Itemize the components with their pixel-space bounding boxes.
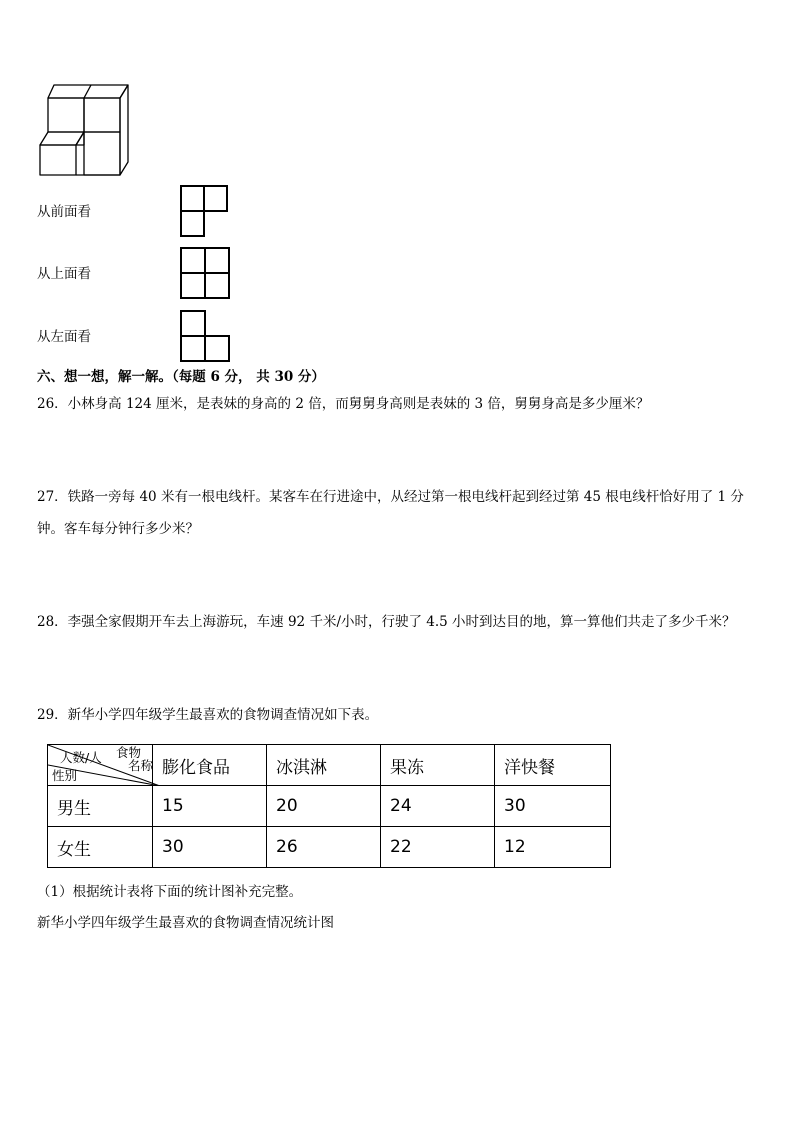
table-cell: 26	[267, 827, 381, 868]
sub-question-1: （1）根据统计表将下面的统计图补充完整。	[37, 884, 303, 900]
corner-label-gender: 性别	[52, 768, 78, 783]
problem-29: 29．新华小学四年级学生最喜欢的食物调查情况如下表。	[37, 707, 379, 723]
problem-27-line2: 钟。客车每分钟行多少米？	[37, 521, 199, 537]
table-corner-cell	[48, 745, 153, 786]
left-view-label: 从左面看	[37, 329, 91, 345]
corner-label-food: 食物	[116, 745, 142, 760]
table-cell: 30	[495, 786, 611, 827]
chart-title: 新华小学四年级学生最喜欢的食物调查情况统计图	[37, 915, 334, 931]
front-view-drawing	[179, 184, 231, 240]
table-header-row	[48, 745, 611, 786]
table-header-cell: 膨化食品	[153, 745, 267, 786]
problem-28: 28．李强全家假期开车去上海游玩，车速 92 千米/小时，行驶了 4.5 小时到达目的地，算一算他们共走了多少千米？	[37, 614, 736, 630]
table-row	[48, 827, 611, 868]
top-view-drawing	[179, 246, 233, 302]
table-row-label: 男生	[48, 786, 153, 827]
table-header-cell: 洋快餐	[495, 745, 611, 786]
table-cell: 24	[381, 786, 495, 827]
table-row-label: 女生	[48, 827, 153, 868]
front-view-label: 从前面看	[37, 204, 91, 220]
table-cell: 22	[381, 827, 495, 868]
cube-stack-figure	[38, 80, 134, 178]
problem-26: 26．小林身高 124 厘米，是表妹的身高的 2 倍，而舅舅身高则是表妹的 3 倍，舅舅身高是多少厘米？	[37, 396, 650, 412]
table-cell: 20	[267, 786, 381, 827]
top-view-label: 从上面看	[37, 266, 91, 282]
corner-label-count: 人数/人	[60, 750, 102, 765]
food-survey-table	[47, 744, 611, 868]
left-view-drawing	[179, 309, 233, 365]
table-cell: 15	[153, 786, 267, 827]
corner-label-name: 名称	[128, 758, 154, 773]
problem-27-line1: 27．铁路一旁每 40 米有一根电线杆。某客车在行进途中，从经过第一根电线杆起到经过第 45 根电线杆恰好用了 1 分	[37, 489, 744, 505]
table-cell: 30	[153, 827, 267, 868]
section-heading: 六、想一想，解一解。（每题 6 分， 共 30 分）	[37, 369, 325, 385]
table-header-cell: 冰淇淋	[267, 745, 381, 786]
table-cell: 12	[495, 827, 611, 868]
table-row	[48, 786, 611, 827]
table-header-cell: 果冻	[381, 745, 495, 786]
